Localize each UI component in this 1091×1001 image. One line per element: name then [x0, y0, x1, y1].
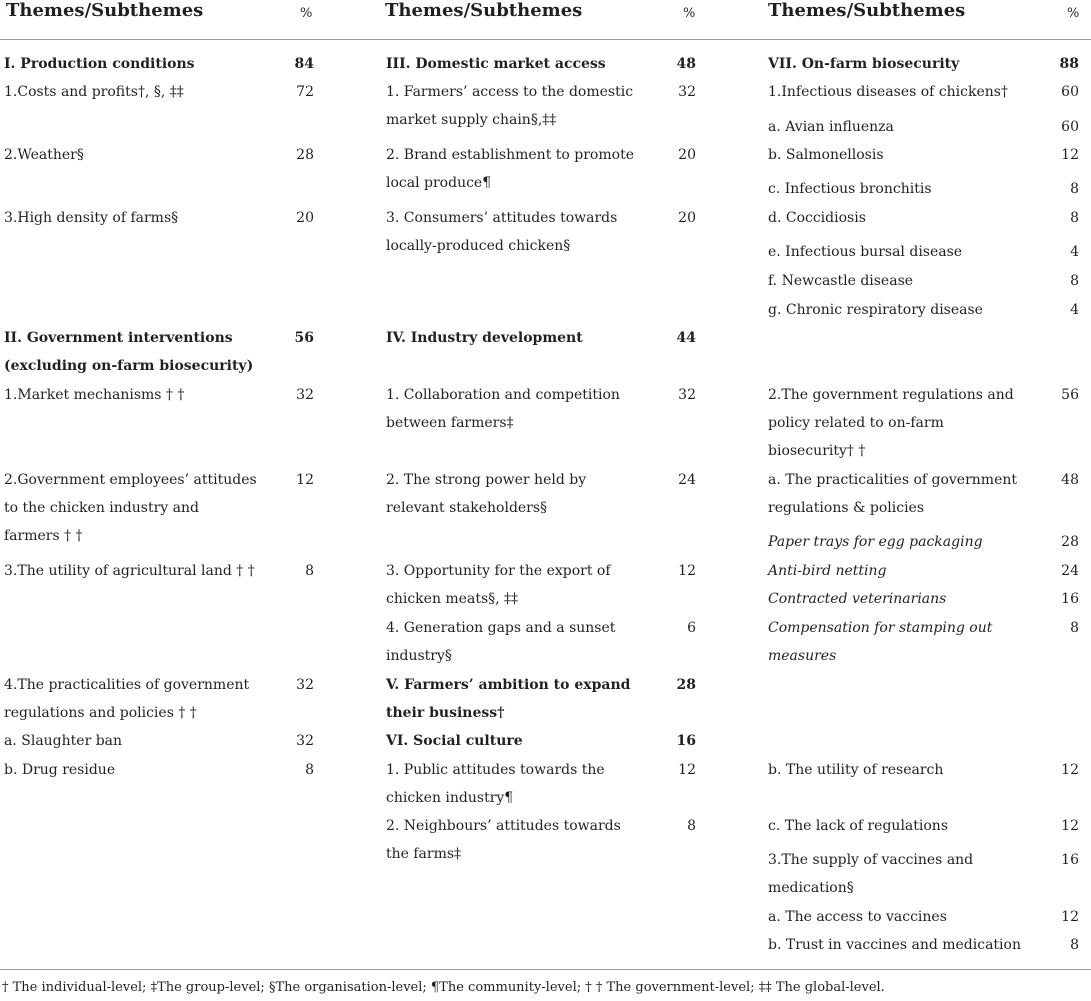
pct-header-2: %: [683, 6, 696, 21]
row-pct: 56: [1061, 387, 1079, 403]
row-label: b. Drug residue: [4, 762, 116, 778]
row-pct: 12: [1061, 762, 1079, 778]
row-label: 1.Costs and profits†, §, ‡‡: [4, 84, 184, 100]
row-label: a. The access to vaccines: [768, 909, 947, 925]
row-pct: 60: [1061, 84, 1079, 100]
header-rule: [0, 39, 1091, 40]
row-label: to the chicken industry and: [4, 500, 199, 516]
row-label: b. The utility of research: [768, 762, 944, 778]
row-pct: 24: [1061, 563, 1079, 579]
pct-header-1: %: [300, 6, 313, 21]
row-label: regulations & policies: [768, 500, 925, 516]
row-pct: 32: [296, 387, 314, 403]
row-label: local produce¶: [386, 175, 492, 191]
row-pct: 32: [678, 84, 696, 100]
row-pct: 6: [687, 620, 696, 636]
row-pct: 4: [1070, 302, 1079, 318]
row-label: medication§: [768, 880, 854, 896]
footer-rule: [0, 969, 1091, 970]
row-label: e. Infectious bursal disease: [768, 244, 963, 260]
row-label: b. Salmonellosis: [768, 147, 884, 163]
row-label: farmers † †: [4, 528, 83, 544]
section-title: II. Government interventions: [4, 330, 233, 346]
row-pct: 12: [678, 563, 696, 579]
row-label: relevant stakeholders§: [386, 500, 548, 516]
row-label: industry§: [386, 648, 452, 664]
section-pct: 16: [676, 733, 696, 749]
row-label: 3.The supply of vaccines and: [768, 852, 974, 868]
section-pct: 28: [676, 677, 696, 693]
row-pct: 48: [1061, 472, 1079, 488]
pct-header-3: %: [1067, 6, 1080, 21]
row-pct: 8: [1070, 210, 1079, 226]
row-label: measures: [768, 648, 837, 664]
row-label: 2. Brand establishment to promote: [386, 147, 634, 163]
row-pct: 32: [296, 677, 314, 693]
section-title: III. Domestic market access: [386, 56, 606, 72]
row-label: biosecurity† †: [768, 443, 866, 459]
row-label: 2.The government regulations and: [768, 387, 1014, 403]
row-label: 2. Neighbours’ attitudes towards: [386, 818, 621, 834]
row-label: 2.Weather§: [4, 147, 84, 163]
row-pct: 4: [1070, 244, 1079, 260]
section-title: VI. Social culture: [386, 733, 523, 749]
row-label: 1. Collaboration and competition: [386, 387, 620, 403]
row-label: 3. Opportunity for the export of: [386, 563, 611, 579]
row-label: a. Avian influenza: [768, 119, 894, 135]
row-label: 1. Farmers’ access to the domestic: [386, 84, 634, 100]
row-label: the farms‡: [386, 846, 462, 862]
section-pct: 56: [294, 330, 314, 346]
row-pct: 16: [1061, 852, 1079, 868]
section-pct: 88: [1059, 56, 1079, 72]
row-label: g. Chronic respiratory disease: [768, 302, 983, 318]
row-label: Anti-bird netting: [768, 563, 887, 579]
column-header-3: Themes/Subthemes: [768, 0, 966, 21]
row-label: 3.The utility of agricultural land † †: [4, 563, 255, 579]
row-label: 3.High density of farms§: [4, 210, 179, 226]
row-pct: 8: [1070, 620, 1079, 636]
row-label: c. Infectious bronchitis: [768, 181, 932, 197]
row-label: 2.Government employees’ attitudes: [4, 472, 257, 488]
row-label: 4. Generation gaps and a sunset: [386, 620, 616, 636]
row-pct: 20: [678, 210, 696, 226]
row-label: chicken industry¶: [386, 790, 514, 806]
row-label: 4.The practicalities of government: [4, 677, 250, 693]
row-pct: 12: [1061, 818, 1079, 834]
section-pct: 44: [676, 330, 696, 346]
row-pct: 8: [305, 563, 314, 579]
row-label: 1. Public attitudes towards the: [386, 762, 605, 778]
section-pct: 84: [294, 56, 314, 72]
row-pct: 12: [1061, 909, 1079, 925]
section-pct: 48: [676, 56, 696, 72]
section-title: VII. On-farm biosecurity: [768, 56, 960, 72]
column-header-1: Themes/Subthemes: [6, 0, 204, 21]
row-pct: 12: [1061, 147, 1079, 163]
row-pct: 20: [296, 210, 314, 226]
row-pct: 16: [1061, 591, 1079, 607]
row-pct: 60: [1061, 119, 1079, 135]
row-pct: 72: [296, 84, 314, 100]
row-pct: 8: [1070, 937, 1079, 953]
row-label: 3. Consumers’ attitudes towards: [386, 210, 618, 226]
row-label: f. Newcastle disease: [768, 273, 914, 289]
row-label: policy related to on-farm: [768, 415, 944, 431]
row-label: b. Trust in vaccines and medication: [768, 937, 1021, 953]
row-pct: 8: [1070, 181, 1079, 197]
row-label: Contracted veterinarians: [768, 591, 947, 607]
row-label: regulations and policies † †: [4, 705, 197, 721]
footnote: † The individual-level; ‡The group-level; §The organisation-level; ¶The community-level; † † The government-level; ‡‡ The global-level.: [2, 980, 885, 995]
section-title: V. Farmers’ ambition to expand: [386, 677, 631, 693]
section-title: their business†: [386, 705, 505, 721]
row-pct: 32: [296, 733, 314, 749]
row-pct: 28: [296, 147, 314, 163]
row-pct: 8: [1070, 273, 1079, 289]
section-title: I. Production conditions: [4, 56, 195, 72]
row-pct: 24: [678, 472, 696, 488]
row-label: a. The practicalities of government: [768, 472, 1018, 488]
row-label: 1.Infectious diseases of chickens†: [768, 84, 1008, 100]
row-label: a. Slaughter ban: [4, 733, 123, 749]
row-label: chicken meats§, ‡‡: [386, 591, 519, 607]
row-pct: 12: [296, 472, 314, 488]
row-label: 1.Market mechanisms † †: [4, 387, 185, 403]
row-label: d. Coccidiosis: [768, 210, 866, 226]
row-pct: 32: [678, 387, 696, 403]
row-pct: 28: [1061, 534, 1079, 550]
row-pct: 8: [687, 818, 696, 834]
row-label: Paper trays for egg packaging: [768, 534, 983, 550]
row-label: Compensation for stamping out: [768, 620, 993, 636]
section-title: IV. Industry development: [386, 330, 583, 346]
row-label: locally-produced chicken§: [386, 238, 571, 254]
section-title: (excluding on-farm biosecurity): [4, 358, 254, 374]
column-header-2: Themes/Subthemes: [385, 0, 583, 21]
row-label: 2. The strong power held by: [386, 472, 587, 488]
row-label: market supply chain§,‡‡: [386, 112, 557, 128]
row-pct: 8: [305, 762, 314, 778]
row-label: between farmers‡: [386, 415, 514, 431]
row-label: c. The lack of regulations: [768, 818, 949, 834]
row-pct: 20: [678, 147, 696, 163]
row-pct: 12: [678, 762, 696, 778]
